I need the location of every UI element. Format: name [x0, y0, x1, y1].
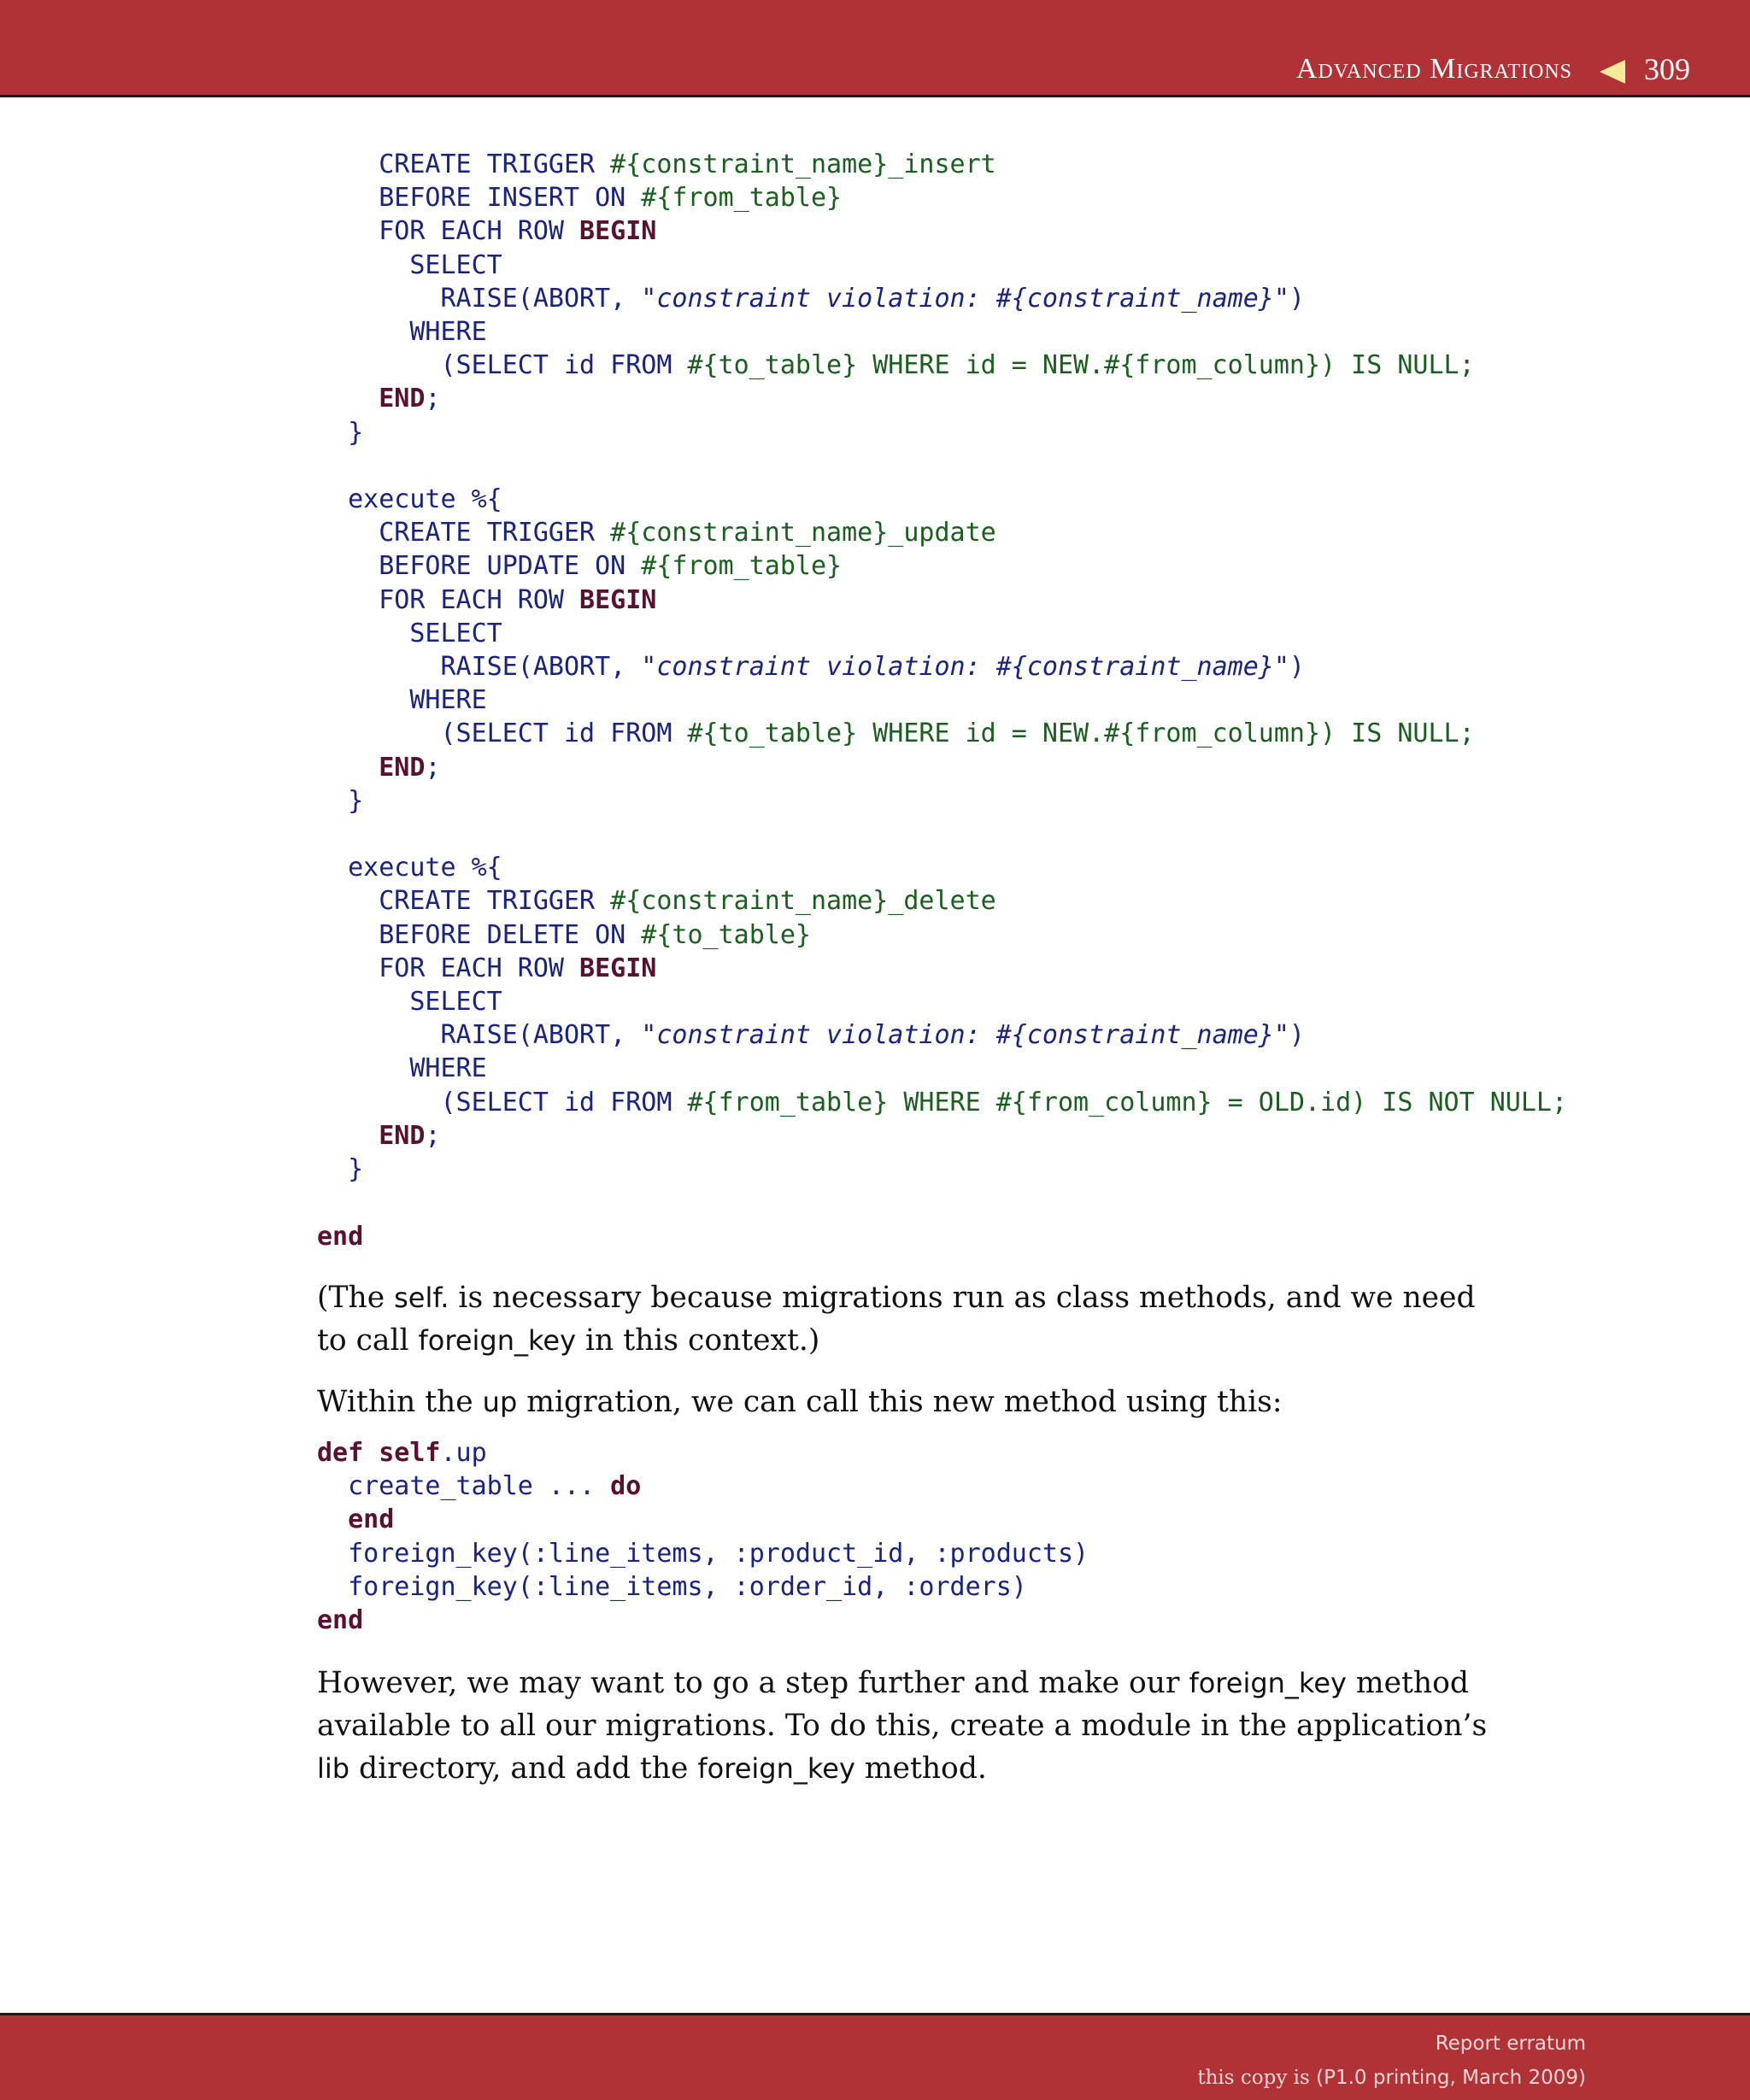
copy-info: [1197, 2067, 1586, 2089]
code-line: create_table ... do: [317, 1471, 642, 1502]
page-number: 309: [1644, 52, 1690, 86]
code-line: SELECT: [317, 618, 502, 648]
paragraph-text: is necessary because migrations run as class methods, and we need to call: [317, 1281, 1476, 1358]
paragraph-text: method.: [854, 1751, 987, 1786]
paragraph-module: [317, 1662, 1488, 1790]
code-line: BEFORE DELETE ON #{to_table}: [317, 919, 811, 950]
paragraph-text: Within the: [317, 1385, 483, 1419]
code-line: (SELECT id FROM #{from_table} WHERE #{from_column} = OLD.id) IS NOT NULL;: [317, 1087, 1568, 1117]
code-line: (SELECT id FROM #{to_table} WHERE id = NEW.#{from_column}) IS NULL;: [317, 350, 1475, 381]
inline-code: foreign_key: [697, 1752, 855, 1785]
code-line: RAISE(ABORT, "constraint violation: #{constraint_name}"): [317, 652, 1305, 683]
code-line: def self.up: [317, 1438, 487, 1468]
code-line: }: [317, 1154, 364, 1185]
code-line: SELECT: [317, 249, 502, 280]
inline-code: lib: [317, 1752, 350, 1785]
copy-label: this copy is: [1197, 2067, 1310, 2089]
code-block-triggers: [317, 148, 1567, 1253]
code-line: FOR EACH ROW BEGIN: [317, 584, 657, 615]
code-line: END;: [379, 384, 441, 414]
code-line: WHERE: [317, 1053, 487, 1084]
code-line: WHERE: [317, 317, 487, 348]
paragraph-text: method available to all our migrations. To do this, create a module in the application’s: [317, 1666, 1488, 1743]
paragraph-text: (The: [317, 1281, 395, 1315]
code-line: RAISE(ABORT, "constraint violation: #{constraint_name}"): [317, 1020, 1305, 1051]
paragraph-up-migration: [317, 1381, 1488, 1423]
code-line: FOR EACH ROW BEGIN: [317, 216, 657, 247]
paragraph-text: migration, we can call this new method using this:: [517, 1385, 1283, 1419]
code-line: execute %{: [317, 484, 502, 515]
code-line: END;: [379, 752, 441, 783]
paragraph-text: However, we may want to go a step further and make our: [317, 1666, 1189, 1700]
code-line: BEFORE UPDATE ON #{from_table}: [317, 551, 843, 582]
code-line: end: [317, 1221, 364, 1252]
code-line: execute %{: [317, 853, 502, 883]
code-line: SELECT: [317, 987, 502, 1018]
code-line: CREATE TRIGGER #{constraint_name}_delete: [317, 886, 996, 917]
paragraph-self-explanation: [317, 1276, 1488, 1362]
code-line: }: [317, 785, 364, 816]
code-line: }: [317, 417, 364, 448]
paragraph-text: directory, and add the: [349, 1751, 698, 1786]
code-line: end: [317, 1605, 364, 1636]
code-line: FOR EACH ROW BEGIN: [317, 953, 657, 983]
inline-code: up: [482, 1386, 518, 1418]
code-line: (SELECT id FROM #{to_table} WHERE id = NEW.#{from_column}) IS NULL;: [317, 719, 1475, 749]
page-footer: [0, 2013, 1750, 2100]
printing-info: (P1.0 printing, March 2009): [1316, 2067, 1586, 2089]
code-line: RAISE(ABORT, "constraint violation: #{constraint_name}"): [317, 283, 1305, 314]
inline-code: foreign_key: [418, 1324, 577, 1357]
code-line: BEFORE INSERT ON #{from_table}: [317, 183, 843, 214]
report-erratum-link[interactable]: Report erratum: [1435, 2033, 1586, 2055]
code-block-self-up: [317, 1436, 1089, 1637]
inline-code: foreign_key: [1189, 1667, 1347, 1699]
code-line: foreign_key(:line_items, :product_id, :products): [317, 1538, 1089, 1569]
paragraph-text: in this context.): [576, 1323, 820, 1358]
code-line: CREATE TRIGGER #{constraint_name}_update: [317, 518, 996, 548]
inline-code: self.: [394, 1282, 449, 1314]
code-line: CREATE TRIGGER #{constraint_name}_insert: [317, 150, 996, 179]
code-line: foreign_key(:line_items, :order_id, :orders): [317, 1571, 1027, 1602]
previous-page-arrow-icon[interactable]: [1600, 60, 1625, 84]
page-header: [0, 0, 1750, 97]
chapter-title: Advanced Migrations: [1295, 53, 1572, 85]
code-line: WHERE: [317, 685, 487, 716]
code-line: end: [348, 1505, 395, 1535]
code-line: END;: [379, 1120, 441, 1151]
